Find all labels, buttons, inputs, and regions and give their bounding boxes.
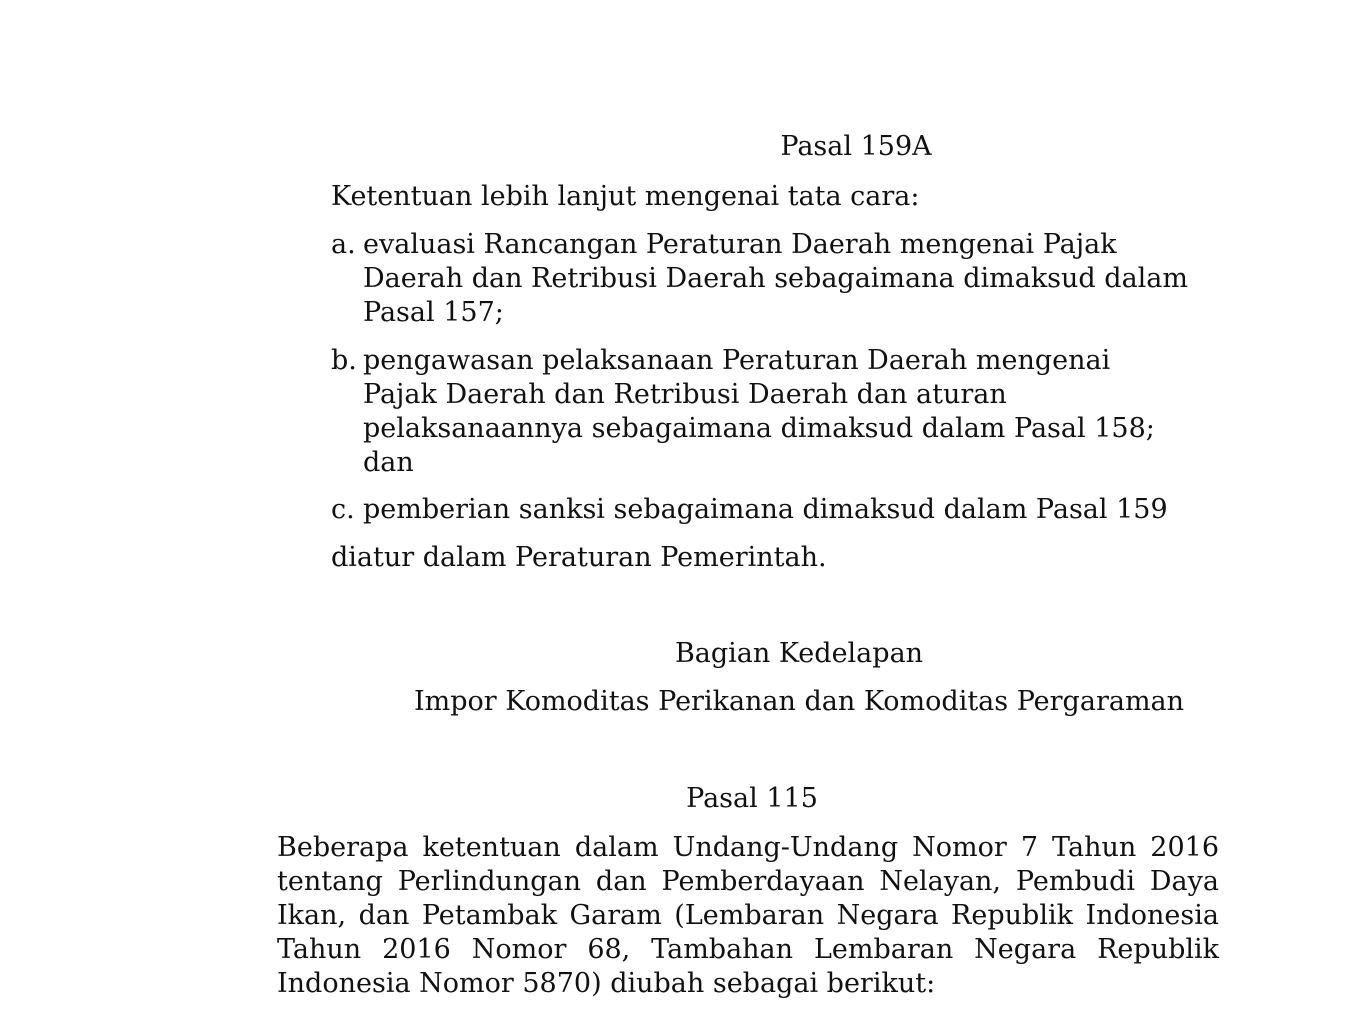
- paragraph-line: tentang Perlindungan dan Pemberdayaan Nelayan, Pembudi Daya: [277, 866, 1219, 897]
- pasal-115-heading: Pasal 115: [686, 783, 818, 814]
- paragraph-line: Tahun 2016 Nomor 68, Tambahan Lembaran Negara Republik: [277, 934, 1219, 965]
- bagian-heading: Bagian Kedelapan: [674, 638, 924, 669]
- pasal-159a-heading: Pasal 159A: [780, 131, 932, 162]
- list-item-text: [363, 344, 1233, 480]
- text-line: Daerah dan Retribusi Daerah sebagaimana dimaksud dalam: [363, 263, 1189, 294]
- list-item-text: [363, 493, 1233, 527]
- text-line: pengawasan pelaksanaan Peraturan Daerah mengenai: [363, 345, 1111, 376]
- paragraph-line: Beberapa ketentuan dalam Undang-Undang Nomor 7 Tahun 2016: [277, 832, 1219, 863]
- paragraph-line: Indonesia Nomor 5870) diubah sebagai berikut:: [277, 968, 936, 999]
- list-marker: b.: [331, 345, 357, 376]
- pasal-159a-closing: diatur dalam Peraturan Pemerintah.: [331, 542, 827, 573]
- bagian-subtitle: Impor Komoditas Perikanan dan Komoditas Pergaraman: [413, 686, 1185, 717]
- text-line: pelaksanaannya sebagaimana dimaksud dalam Pasal 158;: [363, 413, 1155, 444]
- text-line: dan: [363, 447, 414, 478]
- text-line: Pasal 157;: [363, 297, 504, 328]
- list-marker: a.: [331, 229, 356, 260]
- list-marker: c.: [331, 494, 355, 525]
- text-line: evaluasi Rancangan Peraturan Daerah mengenai Pajak: [363, 229, 1117, 260]
- text-line: Pajak Daerah dan Retribusi Daerah dan aturan: [363, 379, 1007, 410]
- list-item-text: [363, 228, 1233, 330]
- text-line: pemberian sanksi sebagaimana dimaksud dalam Pasal 159: [363, 494, 1168, 525]
- pasal-159a-intro: Ketentuan lebih lanjut mengenai tata cara:: [331, 181, 920, 212]
- pasal-115-paragraph: [277, 831, 1219, 1001]
- paragraph-line: Ikan, dan Petambak Garam (Lembaran Negara Republik Indonesia: [277, 900, 1219, 931]
